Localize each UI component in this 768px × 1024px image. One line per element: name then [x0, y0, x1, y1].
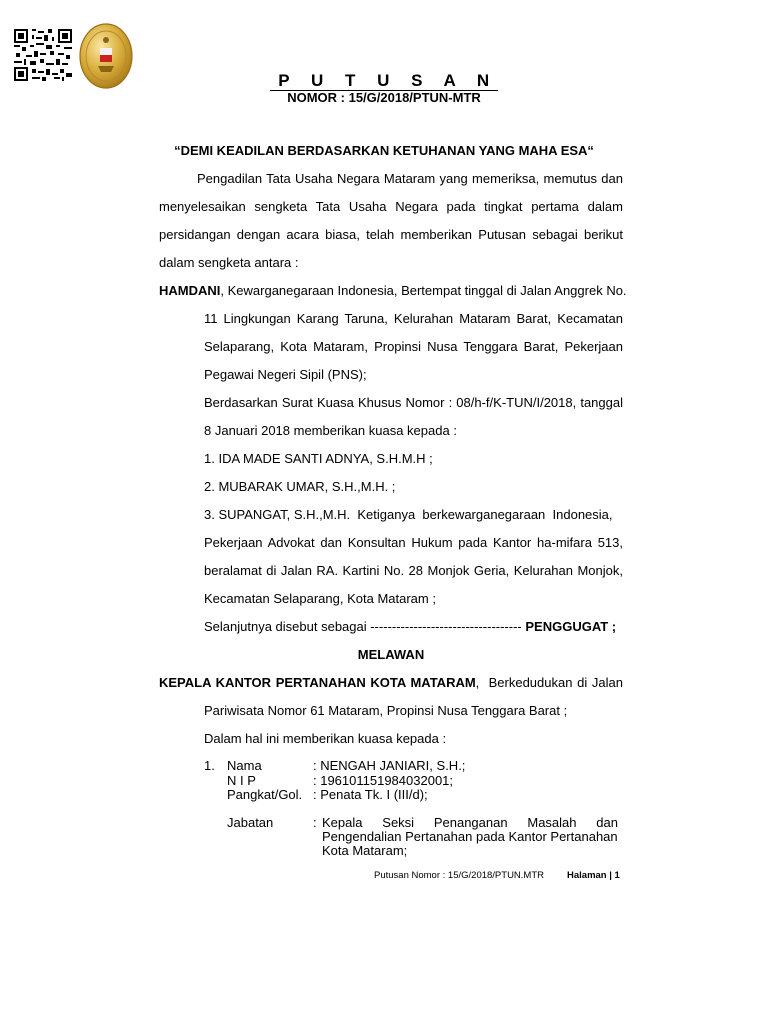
- intro-line: dalam sengketa antara :: [159, 255, 299, 270]
- tergugat-line: KEPALA KANTOR PERTANAHAN KOTA MATARAM, Berkedudukan di Jalan: [159, 675, 623, 690]
- pangkat-label: Pangkat/Gol.: [227, 787, 303, 802]
- penggugat-line: Pegawai Negeri Sipil (PNS);: [204, 367, 367, 382]
- document-title: P U T U S A N: [0, 71, 768, 91]
- jabatan-value: Kota Mataram;: [322, 843, 408, 858]
- penggugat-designation: Selanjutnya disebut sebagai ----------------------------------- PENGGUGAT ;: [204, 619, 617, 634]
- jabatan-label: Jabatan: [227, 815, 274, 830]
- penggugat-label: PENGGUGAT ;: [525, 619, 617, 634]
- kuasa-item: 1. IDA MADE SANTI ADNYA, S.H.M.H ;: [204, 451, 433, 466]
- penggugat-line: Pekerjaan Advokat dan Konsultan Hukum pada Kantor ha-mifara 513,: [204, 535, 623, 550]
- tergugat-name: KEPALA KANTOR PERTANAHAN KOTA MATARAM: [159, 675, 476, 690]
- nip-value: : 196101151984032001;: [313, 773, 454, 788]
- motto: “DEMI KEADILAN BERDASARKAN KETUHANAN YANG MAHA ESA“: [174, 143, 594, 158]
- footer-reference: Putusan Nomor : 15/G/2018/PTUN.MTR: [374, 870, 545, 881]
- penggugat-line: Kecamatan Selaparang, Kota Mataram ;: [204, 591, 436, 606]
- document-number: NOMOR : 15/G/2018/PTUN-MTR: [287, 90, 481, 105]
- penggugat-line: beralamat di Jalan RA. Kartini No. 28 Monjok Geria, Kelurahan Monjok,: [204, 563, 623, 578]
- intro-line: menyelesaikan sengketa Tata Usaha Negara pada tingkat pertama dalam: [159, 199, 623, 214]
- penggugat-line: Selaparang, Kota Mataram, Propinsi Nusa Tenggara Barat, Pekerjaan: [204, 339, 623, 354]
- kuasa-item: 3. SUPANGAT, S.H.,M.H. Ketiganya berkewarganegaraan Indonesia,: [204, 507, 613, 522]
- melawan-heading: MELAWAN: [357, 647, 425, 662]
- nama-value: : NENGAH JANIARI, S.H.;: [313, 758, 466, 773]
- tergugat-line: Dalam hal ini memberikan kuasa kepada :: [204, 731, 447, 746]
- intro-line: persidangan dengan acara biasa, telah memberikan Putusan sebagai berikut: [159, 227, 623, 242]
- jabatan-colon: :: [313, 815, 317, 830]
- penggugat-line: Berdasarkan Surat Kuasa Khusus Nomor : 08/h-f/K-TUN/I/2018, tanggal: [204, 395, 623, 410]
- jabatan-value: Pengendalian Pertanahan pada Kantor Pertanahan: [322, 829, 618, 844]
- penggugat-line: HAMDANI, Kewarganegaraan Indonesia, Bertempat tinggal di Jalan Anggrek No.: [159, 283, 627, 298]
- pangkat-value: : Penata Tk. I (III/d);: [313, 787, 428, 802]
- nip-label: N I P: [227, 773, 256, 788]
- kuasa-item: 2. MUBARAK UMAR, S.H.,M.H. ;: [204, 479, 396, 494]
- penggugat-line: 8 Januari 2018 memberikan kuasa kepada :: [204, 423, 457, 438]
- jabatan-value: Kepala Seksi Penanganan Masalah dan: [322, 815, 618, 830]
- penggugat-name: HAMDANI: [159, 283, 221, 298]
- nama-label: Nama: [227, 758, 262, 773]
- kuasa-number: 1.: [204, 758, 215, 773]
- tergugat-line: Pariwisata Nomor 61 Mataram, Propinsi Nusa Tenggara Barat ;: [204, 703, 568, 718]
- page-number: Halaman | 1: [567, 870, 620, 881]
- intro-line: Pengadilan Tata Usaha Negara Mataram yang memeriksa, memutus dan: [197, 171, 623, 186]
- penggugat-line: 11 Lingkungan Karang Taruna, Kelurahan Mataram Barat, Kecamatan: [204, 311, 623, 326]
